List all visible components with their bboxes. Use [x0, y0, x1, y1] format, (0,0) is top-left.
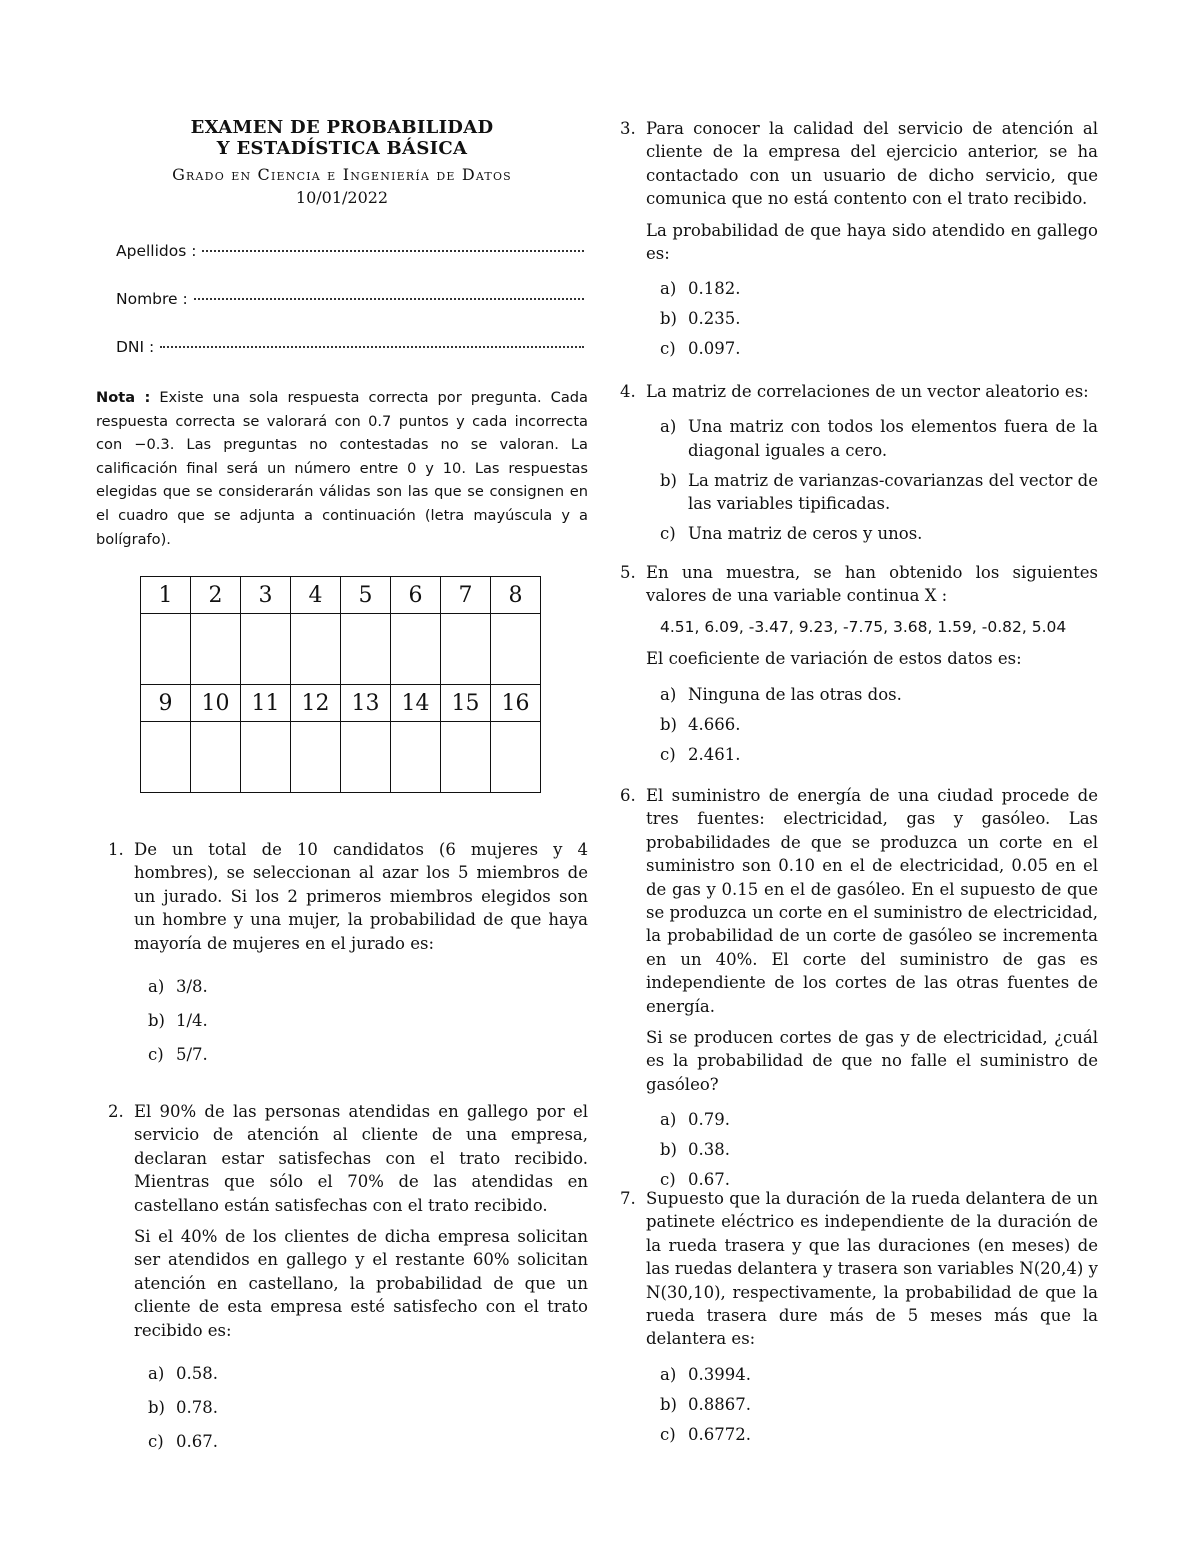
option-letter: a) [660, 1364, 677, 1384]
grid-answer-box-10[interactable] [191, 722, 241, 793]
option-c [646, 337, 1098, 360]
grid-number-12: 12 [291, 685, 341, 722]
option-text: 0.78. [176, 1398, 218, 1418]
option-a [134, 1362, 588, 1385]
option-text: Ninguna de las otras dos. [688, 684, 902, 704]
answer-grid-header-row-2 [141, 685, 541, 722]
option-c [646, 522, 1098, 545]
grid-number-4: 4 [291, 577, 341, 614]
apellidos-label: Apellidos : [116, 242, 197, 260]
title-line-1: EXAMEN DE PROBABILIDAD [190, 117, 494, 138]
option-text: 3/8. [176, 977, 208, 997]
question-text: El suministro de energía de una ciudad procede de tres fuentes: electricidad, gas y gasóleo. Las probabilidades de que se produzca un corte en el suministro son 0.10 en el de electricidad, 0.05 en el de gas y 0.15 en el de gasóleo. En el supuesto de que se produzca un corte en el suministro de electricidad, la probabilidad de un corte de gasóleo se incrementa en un 40%. El corte del suministro de gas es independiente de los cortes de las otras fuentes de energía. [646, 786, 1098, 1016]
question-text: La probabilidad de que haya sido atendido en gallego es: [646, 220, 1098, 264]
option-text: La matriz de varianzas-covarianzas del vector de las variables tipificadas. [688, 470, 1098, 514]
option-text: 0.79. [688, 1110, 730, 1130]
option-text: 0.182. [688, 279, 741, 299]
option-letter: b) [660, 470, 677, 490]
sample-values: 4.51, 6.09, -3.47, 9.23, -7.75, 3.68, 1.59, -0.82, 5.04 [660, 617, 1067, 636]
option-c [646, 1423, 1098, 1446]
answer-options [646, 1363, 1098, 1446]
grid-answer-box-5[interactable] [341, 614, 391, 685]
option-text: Una matriz de ceros y unos. [688, 524, 923, 544]
option-text: 1/4. [176, 1011, 208, 1031]
exam-header [96, 117, 588, 207]
option-text: 0.8867. [688, 1394, 751, 1414]
nota-block [96, 386, 588, 551]
question-5 [620, 561, 1098, 766]
grid-number-10: 10 [191, 685, 241, 722]
question-number: 2. [108, 1102, 124, 1121]
dni-label: DNI : [116, 338, 155, 356]
option-text: 0.097. [688, 339, 741, 359]
grid-answer-box-7[interactable] [441, 614, 491, 685]
answer-grid-header-row-1 [141, 577, 541, 614]
grid-number-8: 8 [491, 577, 541, 614]
grid-answer-box-12[interactable] [291, 722, 341, 793]
option-text: 4.666. [688, 714, 741, 734]
option-letter: c) [660, 1424, 676, 1444]
question-text: Para conocer la calidad del servicio de atención al cliente de la empresa del ejercicio anterior, se ha contactado con un usuario de dicho servicio, que comunica que no está contento con el trato recibido. [646, 119, 1098, 209]
option-letter: c) [660, 744, 676, 764]
option-letter: c) [660, 1170, 676, 1190]
grid-answer-box-8[interactable] [491, 614, 541, 685]
option-c [134, 1430, 588, 1453]
option-letter: b) [660, 1140, 677, 1160]
option-text: Una matriz con todos los elementos fuera de la diagonal iguales a cero. [688, 417, 1098, 460]
question-text: Si se producen cortes de gas y de electricidad, ¿cuál es la probabilidad de que no falle el suministro de gasóleo? [646, 1028, 1098, 1094]
option-letter: a) [660, 417, 677, 437]
option-letter: a) [660, 684, 677, 704]
grid-answer-box-11[interactable] [241, 722, 291, 793]
dni-field[interactable] [116, 338, 584, 356]
option-text: 5/7. [176, 1045, 208, 1065]
question-number: 6. [620, 786, 636, 805]
grid-answer-box-9[interactable] [141, 722, 191, 793]
grid-answer-box-6[interactable] [391, 614, 441, 685]
grid-answer-box-14[interactable] [391, 722, 441, 793]
option-b [646, 307, 1098, 330]
grid-answer-box-13[interactable] [341, 722, 391, 793]
answer-options [646, 277, 1098, 360]
option-letter: a) [148, 1364, 165, 1384]
grid-number-7: 7 [441, 577, 491, 614]
question-number: 1. [108, 840, 124, 859]
option-letter: a) [660, 1110, 677, 1130]
question-3 [620, 117, 1098, 361]
option-c [134, 1043, 588, 1066]
question-1 [108, 838, 588, 1066]
option-text: 0.67. [176, 1432, 218, 1452]
option-letter: c) [148, 1045, 164, 1065]
option-letter: b) [660, 714, 677, 734]
nombre-label: Nombre : [116, 290, 188, 308]
grid-answer-box-16[interactable] [491, 722, 541, 793]
option-letter: b) [148, 1398, 165, 1418]
question-text: De un total de 10 candidatos (6 mujeres y 4 hombres), se seleccionan al azar los 5 miembros de un jurado. Si los 2 primeros miembros elegidos son un hombre y una mujer, la probabilidad de que haya mayoría de mujeres en el jurado es: [134, 840, 588, 953]
option-text: 0.38. [688, 1140, 730, 1160]
question-text: En una muestra, se han obtenido los siguientes valores de una variable continua X : [646, 563, 1098, 606]
answer-grid [140, 576, 541, 793]
question-6 [620, 784, 1098, 1192]
option-b [646, 469, 1098, 516]
apellidos-field[interactable] [116, 242, 584, 260]
grid-number-6: 6 [391, 577, 441, 614]
answer-options [134, 1362, 588, 1453]
option-b [646, 1393, 1098, 1416]
answer-grid-answer-row-1 [141, 614, 541, 685]
grid-answer-box-1[interactable] [141, 614, 191, 685]
question-4 [620, 380, 1098, 546]
exam-date: 10/01/2022 [295, 188, 389, 207]
grid-answer-box-2[interactable] [191, 614, 241, 685]
question-text-after: El coeficiente de variación de estos datos es: [646, 649, 1022, 669]
option-a [646, 1108, 1098, 1131]
dni-line[interactable] [160, 346, 584, 348]
option-b [134, 1396, 588, 1419]
option-a [646, 683, 1098, 706]
option-text: 2.461. [688, 744, 741, 764]
subtitle: Grado en Ciencia e Ingeniería de Datos [172, 165, 512, 184]
option-letter: a) [148, 977, 165, 997]
question-2 [108, 1100, 588, 1453]
question-text: Supuesto que la duración de la rueda delantera de un patinete eléctrico es independiente de la duración de la rueda trasera y que las duraciones (en meses) de las ruedas delantera y trasera son variables N(20,4) y N(30,10), respectivamente, la probabilidad de que la rueda trasera dure más de 5 meses más que la delantera es: [646, 1189, 1098, 1349]
question-number: 4. [620, 382, 636, 401]
option-text: 0.67. [688, 1170, 730, 1190]
grid-answer-box-4[interactable] [291, 614, 341, 685]
option-letter: c) [148, 1432, 164, 1452]
question-number: 5. [620, 563, 636, 582]
grid-answer-box-3[interactable] [241, 614, 291, 685]
option-text: 0.235. [688, 309, 741, 329]
answer-options [646, 415, 1098, 545]
nota-label: Nota : [96, 389, 151, 406]
question-text: La matriz de correlaciones de un vector aleatorio es: [646, 382, 1089, 401]
option-a [646, 415, 1098, 462]
grid-number-9: 9 [141, 685, 191, 722]
nombre-line[interactable] [194, 298, 584, 300]
grid-number-14: 14 [391, 685, 441, 722]
apellidos-line[interactable] [202, 250, 584, 252]
option-a [134, 975, 588, 998]
option-letter: b) [660, 309, 677, 329]
nota-text: Existe una sola respuesta correcta por pregunta. Cada respuesta correcta se valorará con 0.7 puntos y cada incorrecta con −0.3. Las preguntas no contestadas no se valoran. La calificación final será un número entre 0 y 10. Las respuestas elegidas que se considerarán válidas son las que se consignen en el cuadro que se adjunta a continuación (letra mayúscula y a bolígrafo). [96, 389, 589, 548]
grid-number-1: 1 [141, 577, 191, 614]
answer-options [134, 975, 588, 1066]
option-letter: b) [148, 1011, 165, 1031]
grid-number-3: 3 [241, 577, 291, 614]
option-letter: b) [660, 1394, 677, 1414]
option-letter: c) [660, 339, 676, 359]
option-letter: c) [660, 524, 676, 544]
answer-options [646, 1108, 1098, 1191]
grid-number-16: 16 [491, 685, 541, 722]
grid-number-2: 2 [191, 577, 241, 614]
question-7 [620, 1187, 1098, 1446]
answer-grid-answer-row-2 [141, 722, 541, 793]
option-b [646, 713, 1098, 736]
option-text: 0.3994. [688, 1364, 751, 1384]
question-text: El 90% de las personas atendidas en gallego por el servicio de atención al cliente de una empresa, declaran estar satisfechas con el trato recibido. Mientras que sólo el 70% de las atendidas en castellano están satisfechas con el trato recibido. [134, 1102, 588, 1215]
option-b [134, 1009, 588, 1032]
option-text: 0.6772. [688, 1424, 751, 1444]
title-line-2: Y ESTADÍSTICA BÁSICA [216, 138, 468, 159]
question-number: 7. [620, 1189, 636, 1208]
question-text: Si el 40% de los clientes de dicha empresa solicitan ser atendidos en gallego y el restante 60% solicitan atención en castellano, la probabilidad de que un cliente de esta empresa esté satisfecho con el trato recibido es: [134, 1227, 588, 1340]
nombre-field[interactable] [116, 290, 584, 308]
option-text: 0.58. [176, 1364, 218, 1384]
answer-options [646, 683, 1098, 766]
option-b [646, 1138, 1098, 1161]
option-letter: a) [660, 279, 677, 299]
question-number: 3. [620, 119, 636, 138]
grid-number-5: 5 [341, 577, 391, 614]
option-a [646, 1363, 1098, 1386]
grid-answer-box-15[interactable] [441, 722, 491, 793]
option-a [646, 277, 1098, 300]
grid-number-15: 15 [441, 685, 491, 722]
grid-number-13: 13 [341, 685, 391, 722]
option-c [646, 743, 1098, 766]
grid-number-11: 11 [241, 685, 291, 722]
